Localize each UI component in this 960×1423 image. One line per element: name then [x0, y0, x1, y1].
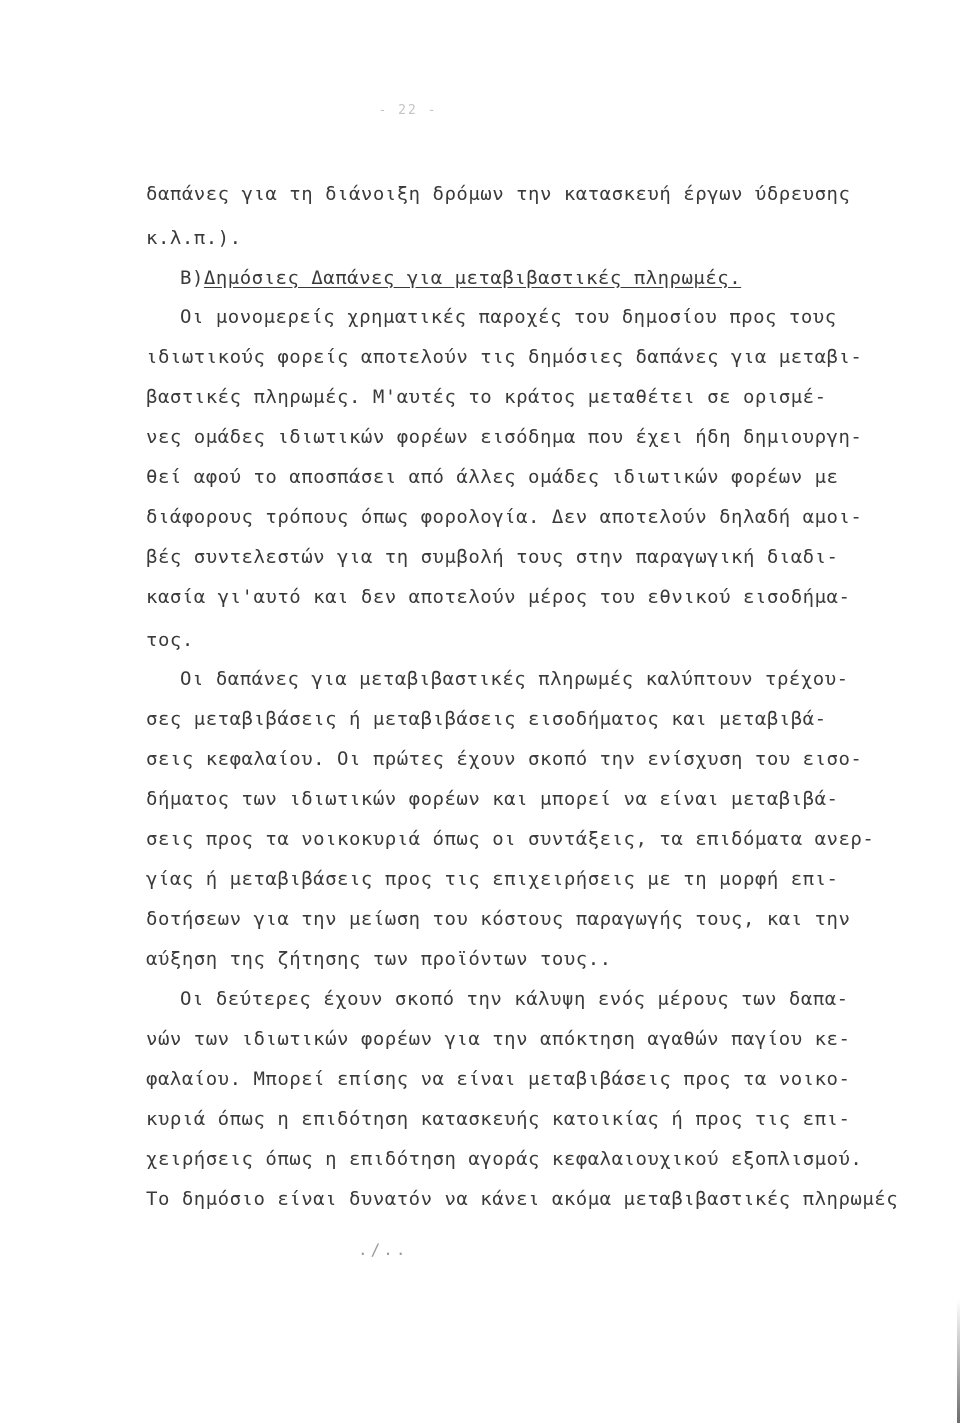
continuation-mark: ./..	[358, 1240, 409, 1259]
text-line: δαπάνες για τη διάνοιξη δρόμων την κατασκευή έργων ύδρευσης	[146, 183, 851, 205]
text-line: σες μεταβιβάσεις ή μεταβιβάσεις εισοδήματος και μεταβιβά-	[146, 708, 827, 730]
text-line: τος.	[146, 629, 194, 651]
text-line: Οι δεύτερες έχουν σκοπό την κάλυψη ενός μέρους των δαπα-	[180, 988, 849, 1010]
heading-prefix: Β)	[180, 267, 204, 289]
heading-title: Δημόσιες Δαπάνες για μεταβιβαστικές πληρωμές.	[203, 267, 742, 289]
text-line: σεις προς τα νοικοκυριά όπως οι συντάξεις, τα επιδόματα ανερ-	[146, 828, 875, 850]
text-line: κασία γι'αυτό και δεν αποτελούν μέρος του εθνικού εισοδήμα-	[146, 586, 851, 608]
text-line: νών των ιδιωτικών φορέων για την απόκτηση αγαθών παγίου κε-	[146, 1028, 851, 1050]
text-line: χειρήσεις όπως η επιδότηση αγοράς κεφαλαιουχικού εξοπλισμού.	[146, 1148, 863, 1170]
text-line: δοτήσεων για την μείωση του κόστους παραγωγής τους, και την	[146, 908, 851, 930]
text-line: φαλαίου. Μπορεί επίσης να είναι μεταβιβάσεις προς τα νοικο-	[146, 1068, 851, 1090]
text-line: γίας ή μεταβιβάσεις προς τις επιχειρήσεις με τη μορφή επι-	[146, 868, 839, 890]
text-line: σεις κεφαλαίου. Οι πρώτες έχουν σκοπό την ενίσχυση του εισο-	[146, 748, 863, 770]
text-line: διάφορους τρόπους όπως φορολογία. Δεν αποτελούν δηλαδή αμοι-	[146, 506, 863, 528]
text-line: κ.λ.π.).	[146, 227, 242, 249]
text-line: Το δημόσιο είναι δυνατόν να κάνει ακόμα μεταβιβαστικές πληρωμές	[146, 1188, 899, 1210]
page-number: - 22 -	[378, 103, 438, 118]
text-line: βές συντελεστών για τη συμβολή τους στην παραγωγική διαδι-	[146, 546, 839, 568]
text-line: νες ομάδες ιδιωτικών φορέων εισόδημα που έχει ήδη δημιουργη-	[146, 426, 863, 448]
text-line: ιδιωτικούς φορείς αποτελούν τις δημόσιες δαπάνες για μεταβι-	[146, 346, 863, 368]
text-line: κυριά όπως η επιδότηση κατασκευής κατοικίας ή προς τις επι-	[146, 1108, 851, 1130]
text-line: Οι δαπάνες για μεταβιβαστικές πληρωμές καλύπτουν τρέχου-	[180, 668, 849, 690]
text-line: βαστικές πληρωμές. Μ'αυτές το κράτος μεταθέτει σε ορισμέ-	[146, 386, 827, 408]
section-heading	[180, 266, 741, 290]
text-line: δήματος των ιδιωτικών φορέων και μπορεί να είναι μεταβιβά-	[146, 788, 839, 810]
text-line: Οι μονομερείς χρηματικές παροχές του δημοσίου προς τους	[180, 306, 837, 328]
text-line: αύξηση της ζήτησης των προϊόντων τους..	[146, 948, 612, 970]
text-line: θεί αφού το αποσπάσει από άλλες ομάδες ιδιωτικών φορέων με	[146, 466, 839, 488]
